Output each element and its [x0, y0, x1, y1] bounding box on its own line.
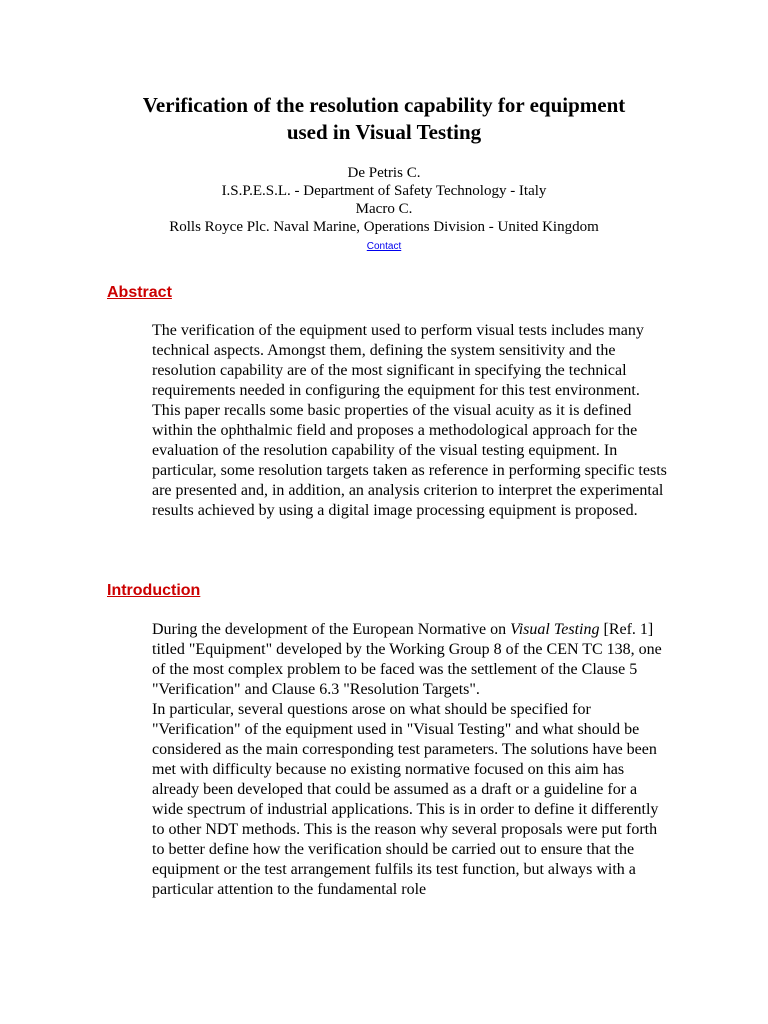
intro-p1-text-end: [Ref. 1] titled "Equipment" developed by the Working Group 8 of the CEN TC 138, one of the most complex problem to be faced was the settlement of the Clause 5 "Verification" and Clause 6.3 "Resolution Targets".	[152, 621, 662, 698]
paper-title-line-1: Verification of the resolution capability for equipment	[142, 93, 626, 117]
introduction-heading: Introduction	[107, 582, 201, 599]
author-name-2: Macro C.	[355, 201, 413, 217]
paper-title	[84, 92, 684, 146]
paper-title-line-2: used in Visual Testing	[286, 120, 482, 144]
intro-p1-text-start: During the development of the European Normative on	[152, 621, 511, 638]
author-affiliation-2: Rolls Royce Plc. Naval Marine, Operations Division - United Kingdom	[169, 219, 599, 235]
introduction-body	[152, 620, 667, 900]
introduction-paragraph-1	[152, 620, 667, 700]
author-block	[84, 164, 684, 254]
intro-p1-italic-term: Visual Testing	[510, 621, 600, 638]
introduction-paragraph-2: In particular, several questions arose on what should be specified for "Verification" of the equipment used in "Visual Testing" and what should be considered as the main corresponding test parameters. The solutions have been met with difficulty because no existing normative focused on this aim has already been developed that could be assumed as a draft or a guideline for a wide spectrum of industrial applications. This is in order to define it differently to other NDT methods. This is the reason why several proposals were put forth to better define how the verification should be carried out to ensure that the equipment or the test arrangement fulfils its test function, but always with a particular attention to the fundamental role	[152, 701, 659, 898]
contact-link[interactable]: Contact	[366, 241, 402, 252]
abstract-body	[152, 321, 667, 521]
abstract-heading: Abstract	[107, 284, 172, 301]
abstract-paragraph-2: This paper recalls some basic properties of the visual acuity as it is defined within the ophthalmic field and proposes a methodological approach for the evaluation of the resolution capability of the visual testing equipment. In particular, some resolution targets taken as reference in performing specific tests are presented and, in addition, an analysis criterion to interpret the experimental results achieved by using a digital image processing equipment is proposed.	[152, 402, 667, 519]
author-affiliation-1: I.S.P.E.S.L. - Department of Safety Technology - Italy	[221, 183, 547, 199]
author-name-1: De Petris C.	[347, 165, 421, 181]
abstract-paragraph-1: The verification of the equipment used to perform visual tests includes many technical aspects. Amongst them, defining the system sensitivity and the resolution capability are of the most significant in specifying the technical requirements needed in configuring the equipment for this test environment.	[152, 322, 644, 399]
